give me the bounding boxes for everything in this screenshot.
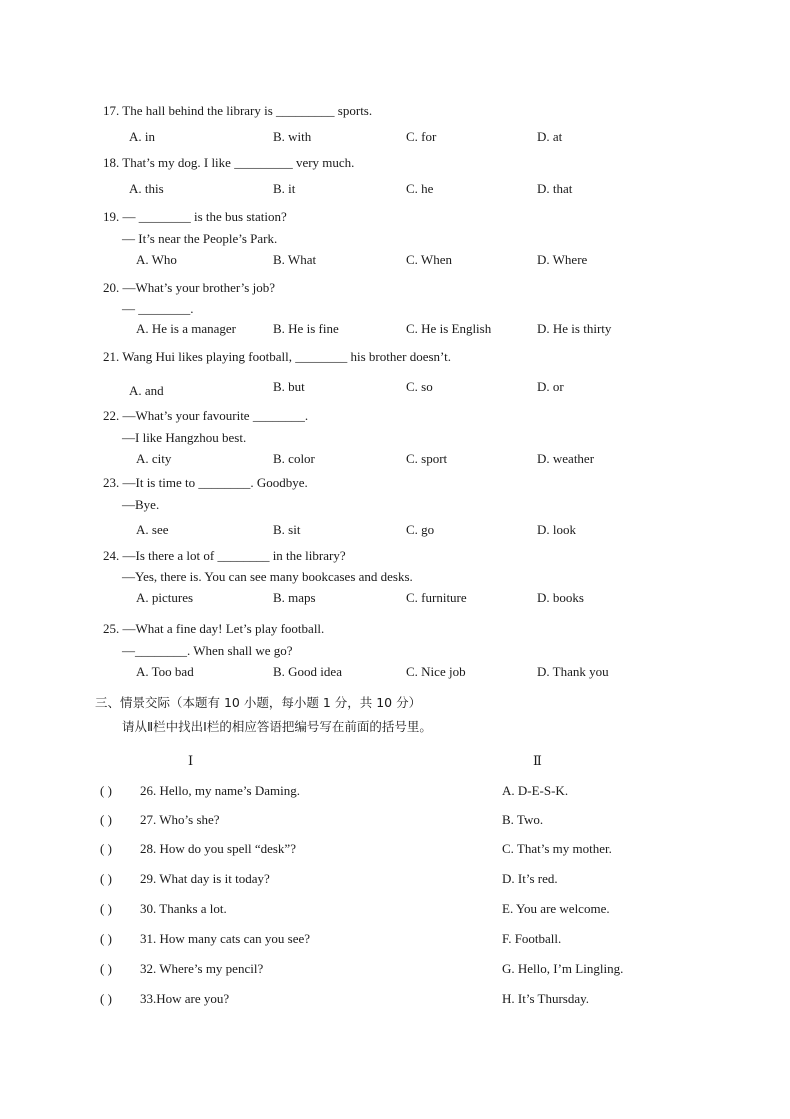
question-18-stem: 18. That’s my dog. I like _________ very much. bbox=[103, 155, 355, 170]
q18-option-a: A. this bbox=[129, 181, 164, 196]
question-22-line2: —I like Hangzhou best. bbox=[122, 430, 247, 445]
q25-option-a: A. Too bad bbox=[136, 664, 194, 679]
question-23-stem: 23. —It is time to ________. Goodbye. bbox=[103, 475, 308, 490]
answer-bracket: ( ) bbox=[100, 931, 112, 946]
q20-option-c: C. He is English bbox=[406, 321, 492, 336]
q23-option-b: B. sit bbox=[273, 522, 301, 537]
q19-option-d: D. Where bbox=[537, 252, 588, 267]
q23-option-a: A. see bbox=[136, 522, 169, 537]
q22-option-c: C. sport bbox=[406, 451, 448, 466]
q22-option-d: D. weather bbox=[537, 451, 595, 466]
dialogue-response: C. That’s my mother. bbox=[502, 841, 612, 856]
q24-option-c: C. furniture bbox=[406, 590, 467, 605]
question-23-line2: —Bye. bbox=[122, 497, 160, 512]
dialogue-prompt: 26. Hello, my name’s Daming. bbox=[140, 783, 300, 798]
dialogue-prompt: 28. How do you spell “desk”? bbox=[140, 841, 296, 856]
question-21-stem: 21. Wang Hui likes playing football, ________ his brother doesn’t. bbox=[103, 349, 451, 364]
question-22-stem: 22. —What’s your favourite ________. bbox=[103, 408, 309, 423]
question-19-line2: — It’s near the People’s Park. bbox=[122, 231, 278, 246]
q25-option-c: C. Nice job bbox=[406, 664, 466, 679]
answer-bracket: ( ) bbox=[100, 812, 112, 827]
dialogue-prompt: 27. Who’s she? bbox=[140, 812, 220, 827]
q24-option-b: B. maps bbox=[273, 590, 316, 605]
q19-option-b: B. What bbox=[273, 252, 317, 267]
q17-option-b: B. with bbox=[273, 129, 312, 144]
q24-option-a: A. pictures bbox=[136, 590, 194, 605]
q21-option-a: A. and bbox=[129, 383, 164, 398]
dialogue-response: A. D-E-S-K. bbox=[502, 783, 569, 798]
q20-option-d: D. He is thirty bbox=[537, 321, 612, 336]
section-3-instruction: 请从Ⅱ栏中找出Ⅰ栏的相应答语把编号写在前面的括号里。 bbox=[122, 719, 432, 734]
q21-option-c: C. so bbox=[406, 379, 433, 394]
question-19-stem: 19. — ________ is the bus station? bbox=[103, 209, 287, 224]
dialogue-prompt: 31. How many cats can you see? bbox=[140, 931, 311, 946]
dialogue-response: B. Two. bbox=[502, 812, 544, 827]
question-24-stem: 24. —Is there a lot of ________ in the library? bbox=[103, 548, 346, 563]
column-2-header: Ⅱ bbox=[533, 753, 542, 768]
q23-option-c: C. go bbox=[406, 522, 435, 537]
answer-bracket: ( ) bbox=[100, 871, 112, 886]
question-25-stem: 25. —What a fine day! Let’s play football. bbox=[103, 621, 325, 636]
q24-option-d: D. books bbox=[537, 590, 584, 605]
q17-option-a: A. in bbox=[129, 129, 155, 144]
q25-option-d: D. Thank you bbox=[537, 664, 609, 679]
dialogue-response: G. Hello, I’m Lingling. bbox=[502, 961, 624, 976]
q19-option-a: A. Who bbox=[136, 252, 177, 267]
column-1-header: Ⅰ bbox=[188, 753, 194, 768]
dialogue-response: F. Football. bbox=[502, 931, 562, 946]
q21-option-d: D. or bbox=[537, 379, 564, 394]
q22-option-a: A. city bbox=[136, 451, 172, 466]
question-20-line2: — ________. bbox=[122, 301, 194, 316]
q18-option-c: C. he bbox=[406, 181, 434, 196]
q20-option-a: A. He is a manager bbox=[136, 321, 236, 336]
q22-option-b: B. color bbox=[273, 451, 315, 466]
q21-option-b: B. but bbox=[273, 379, 305, 394]
question-24-line2: —Yes, there is. You can see many bookcases and desks. bbox=[122, 569, 413, 584]
dialogue-prompt: 30. Thanks a lot. bbox=[140, 901, 227, 916]
question-17-stem: 17. The hall behind the library is _________ sports. bbox=[103, 103, 373, 118]
q17-option-c: C. for bbox=[406, 129, 437, 144]
dialogue-prompt: 32. Where’s my pencil? bbox=[140, 961, 264, 976]
answer-bracket: ( ) bbox=[100, 961, 112, 976]
answer-bracket: ( ) bbox=[100, 783, 112, 798]
q18-option-b: B. it bbox=[273, 181, 296, 196]
dialogue-response: H. It’s Thursday. bbox=[502, 991, 590, 1006]
q18-option-d: D. that bbox=[537, 181, 573, 196]
dialogue-response: E. You are welcome. bbox=[502, 901, 610, 916]
q20-option-b: B. He is fine bbox=[273, 321, 339, 336]
q25-option-b: B. Good idea bbox=[273, 664, 342, 679]
section-3-heading: 三、情景交际（本题有 10 小题，每小题 1 分，共 10 分） bbox=[95, 695, 422, 710]
answer-bracket: ( ) bbox=[100, 901, 112, 916]
question-20-stem: 20. —What’s your brother’s job? bbox=[103, 280, 275, 295]
dialogue-response: D. It’s red. bbox=[502, 871, 558, 886]
dialogue-prompt: 29. What day is it today? bbox=[140, 871, 270, 886]
dialogue-prompt: 33.How are you? bbox=[140, 991, 230, 1006]
q17-option-d: D. at bbox=[537, 129, 563, 144]
question-25-line2: —________. When shall we go? bbox=[122, 643, 293, 658]
q23-option-d: D. look bbox=[537, 522, 576, 537]
answer-bracket: ( ) bbox=[100, 991, 112, 1006]
answer-bracket: ( ) bbox=[100, 841, 112, 856]
q19-option-c: C. When bbox=[406, 252, 452, 267]
